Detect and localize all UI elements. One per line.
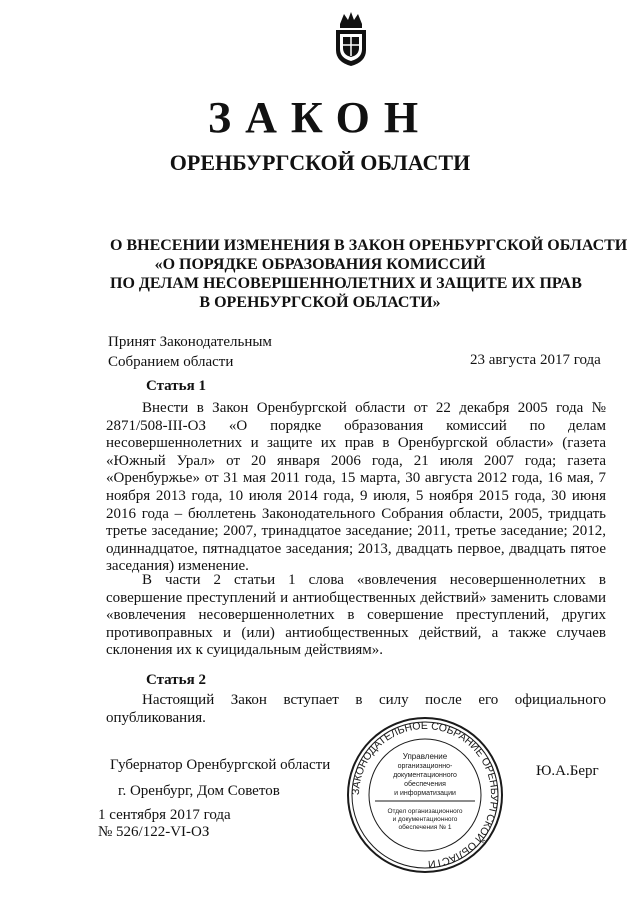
- law-title: [110, 236, 628, 312]
- adoption-line: Собранием области: [108, 354, 234, 370]
- signatory-position: Губернатор Оренбургской области: [110, 757, 331, 773]
- stamp-ring-text: ЗАКОНОДАТЕЛЬНОЕ СОБРАНИЕ ОРЕНБУРГСКОЙ ОБЛАСТИ: [349, 719, 501, 871]
- stamp-line: и документационного: [392, 816, 458, 823]
- law-number: № 526/122-VI-ОЗ: [98, 824, 210, 840]
- stamp-line: организационно-: [397, 763, 453, 770]
- signatory-name: Ю.А.Берг: [536, 763, 599, 779]
- document-title: ЗАКОН: [207, 93, 433, 142]
- coat-of-arms-icon: [330, 10, 372, 68]
- article-1-paragraph-1: Внести в Закон Оренбургской области от 22 декабря 2005 года № 2871/508-III-ОЗ «О порядке образования комиссий по делам несовершеннолетних и защите их прав в Оренбургской области» (газета «Южный Урал» от 20 января 2006 года, 21 июля 2007 года; газета «Оренбуржье» от 31 мая 2011 года, 15 марта, 30 августа 2012 года, 16 мая, 7 ноября 2013 года, 10 июля 2014 года, 9 июля, 5 ноября 2015 года, 30 июня 2016 года – бюллетень Законодательного Собрания области, 2005, тридцать третье заседание; 2007, тринадцатое заседание; 2011, третье заседание; 2012, одиннадцатое, пятнадцатое заседания; 2013, двадцать первое, двадцать пятое заседания) изменение.: [106, 400, 606, 575]
- document-subtitle: ОРЕНБУРГСКОЙ ОБЛАСТИ: [169, 150, 471, 175]
- stamp-line: документационного: [393, 772, 457, 779]
- adoption-line: Принят Законодательным: [108, 334, 272, 350]
- article-1-paragraph-2: В части 2 статьи 1 слова «вовлечения несовершеннолетних в совершение преступлений и антиобщественных действий» заменить словами «вовлечения несовершеннолетних в совершение преступлений, других противоправных и (или) антиобщественных действий, а также случаев склонения их к суицидальным действиям».: [106, 572, 606, 659]
- stamp-line: и информатизации: [394, 790, 456, 797]
- adoption-date: 23 августа 2017 года: [470, 352, 601, 368]
- article-2-heading: Статья 2: [146, 672, 206, 688]
- stamp-line: Отдел организационного: [387, 808, 463, 815]
- signing-date: 1 сентября 2017 года: [98, 807, 231, 823]
- article-2-paragraph: Настоящий Закон вступает в силу после его официального опубликования.: [106, 692, 606, 726]
- law-title-line: В ОРЕНБУРГСКОЙ ОБЛАСТИ»: [199, 294, 441, 311]
- article-1-heading: Статья 1: [146, 378, 206, 394]
- law-title-line: ПО ДЕЛАМ НЕСОВЕРШЕННОЛЕТНИХ И ЗАЩИТЕ ИХ ПРАВ: [110, 275, 582, 292]
- signing-place: г. Оренбург, Дом Советов: [118, 783, 280, 799]
- stamp-line: Управление: [402, 752, 448, 761]
- adoption-note: [108, 332, 272, 372]
- law-title-line: «О ПОРЯДКЕ ОБРАЗОВАНИЯ КОМИССИЙ: [154, 256, 486, 273]
- official-stamp: [345, 715, 505, 875]
- stamp-line: обеспечения: [404, 781, 446, 788]
- law-title-line: О ВНЕСЕНИИ ИЗМЕНЕНИЯ В ЗАКОН ОРЕНБУРГСКОЙ ОБЛАСТИ: [110, 237, 628, 254]
- stamp-line: обеспечения № 1: [398, 824, 452, 831]
